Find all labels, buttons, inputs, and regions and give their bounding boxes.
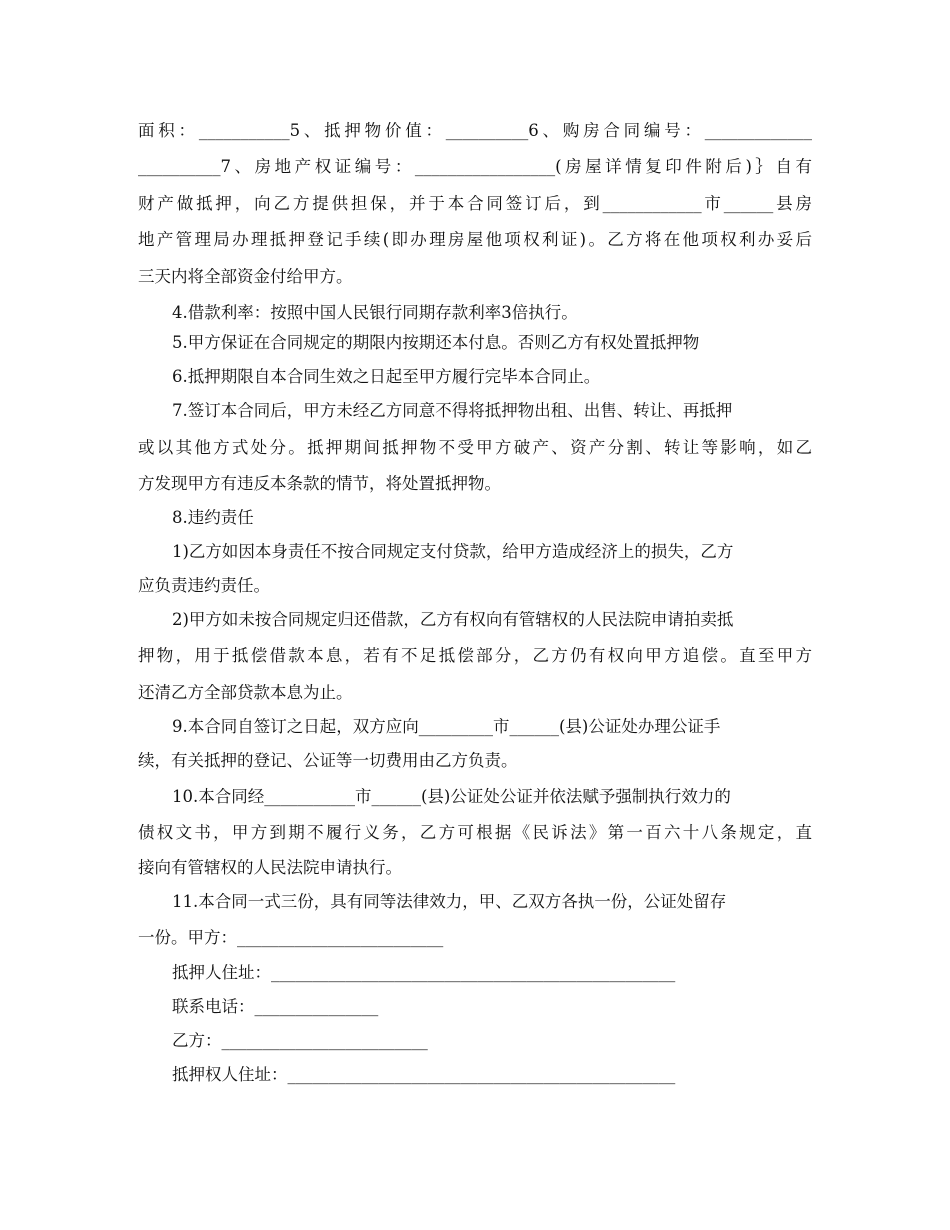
text-line: 还清乙方全部贷款本息为止。 <box>138 683 353 702</box>
text-line: 方发现甲方有违反本条款的情节，将处置抵押物。 <box>138 474 501 493</box>
text-line: 1)乙方如因本身责任不按合同规定支付贷款，给甲方造成经济上的损失，乙方 <box>172 542 734 561</box>
text-line: 押物，用于抵偿借款本息，若有不足抵偿部分，乙方仍有权向甲方追偿。直至甲方 <box>138 646 812 665</box>
text-line: 抵押权人住址：_______________________________________________ <box>172 1065 676 1084</box>
text-line: 2)甲方如未按合同规定归还借款，乙方有权向有管辖权的人民法院申请拍卖抵 <box>172 610 734 629</box>
text-line: 乙方：_________________________ <box>172 1031 428 1050</box>
text-line: 7.签订本合同后，甲方未经乙方同意不得将抵押物出租、出售、转让、再抵押 <box>172 401 733 420</box>
text-line: 债权文书，甲方到期不履行义务，乙方可根据《民诉法》第一百六十八条规定，直 <box>138 823 812 842</box>
text-line: 4.借款利率：按照中国人民银行同期存款利率3倍执行。 <box>172 303 578 322</box>
text-line: 或以其他方式处分。抵押期间抵押物不受甲方破产、资产分割、转让等影响，如乙 <box>138 438 812 457</box>
text-line: 续，有关抵押的登记、公证等一切费用由乙方负责。 <box>138 751 518 770</box>
text-line: __________7、房地产权证编号：_________________(房屋详情复印件附后)｝自有 <box>138 157 812 176</box>
text-line: 6.抵押期限自本合同生效之日起至甲方履行完毕本合同止。 <box>172 367 601 386</box>
text-line: 财产做抵押，向乙方提供担保，并于本合同签订后，到____________市______县房 <box>138 194 812 213</box>
text-line: 面积：___________5、抵押物价值：__________6、购房合同编号：_____________ <box>138 121 812 140</box>
text-line: 联系电话：_______________ <box>172 997 379 1016</box>
text-line: 抵押人住址：_________________________________________________ <box>172 963 676 982</box>
text-line: 三天内将全部资金付给甲方。 <box>138 267 353 286</box>
text-line: 11.本合同一式三份，具有同等法律效力，甲、乙双方各执一份，公证处留存 <box>172 892 727 911</box>
text-line: 接向有管辖权的人民法院申请执行。 <box>138 858 402 877</box>
text-line: 应负责违约责任。 <box>138 576 270 595</box>
text-line: 10.本合同经___________市______(县)公证处公证并依法赋予强制执行效力的 <box>172 787 731 806</box>
text-line: 5.甲方保证在合同规定的期限内按期还本付息。否则乙方有权处置抵押物 <box>172 333 700 352</box>
text-line: 地产管理局办理抵押登记手续(即办理房屋他项权利证)。乙方将在他项权利办妥后 <box>138 230 812 249</box>
text-line: 8.违约责任 <box>172 508 254 527</box>
text-line: 一份。甲方：_________________________ <box>138 928 444 947</box>
text-line: 9.本合同自签订之日起，双方应向_________市______(县)公证处办理公证手 <box>172 717 721 736</box>
